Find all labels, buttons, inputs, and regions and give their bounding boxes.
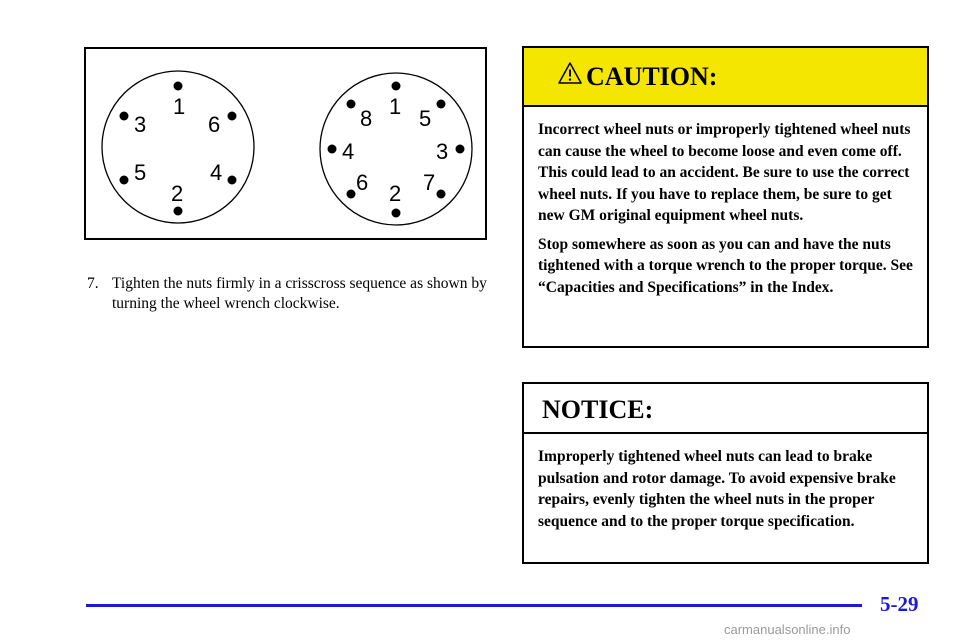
notice-header <box>524 384 927 434</box>
nut-sequence-label: 5 <box>134 160 147 185</box>
notice-paragraph: Improperly tightened wheel nuts can lead to brake pulsation and rotor damage. To avoid expensive brake repairs, evenly tighten the wheel nuts in the proper sequence and to the proper torque specification. <box>538 448 896 530</box>
nut-sequence-label: 4 <box>210 160 223 185</box>
caution-paragraph: Incorrect wheel nuts or improperly tightened wheel nuts can cause the wheel to become loose and even come off. This could lead to an accident. Be sure to use the correct wheel nuts. If you have to replace them, be sure to get new GM original equipment wheel nuts. <box>538 121 911 224</box>
footer-rule <box>86 604 862 607</box>
nut-sequence-label: 4 <box>342 139 355 164</box>
wheel-nut <box>456 145 465 154</box>
nut-sequence-label: 8 <box>360 106 373 131</box>
caution-paragraph: Stop somewhere as soon as you can and have the nuts tightened with a torque wrench to the proper torque. See “Capacities and Specifications” in the Index. <box>538 235 913 296</box>
step-number: 7. <box>87 275 99 292</box>
nut-sequence-label: 1 <box>173 94 186 119</box>
nut-sequence-label: 5 <box>419 106 432 131</box>
step-text: Tighten the nuts firmly in a crisscross sequence as shown by turning the wheel wrench clockwise. <box>112 275 487 312</box>
caution-body <box>524 107 927 298</box>
wheel-diagrams-svg <box>86 49 489 242</box>
wheel-nut <box>392 82 401 91</box>
notice-box <box>522 382 929 564</box>
nut-sequence-label: 2 <box>171 181 184 206</box>
caution-box <box>522 46 929 348</box>
nut-sequence-label: 7 <box>423 170 436 195</box>
notice-title: NOTICE: <box>542 395 654 424</box>
warning-triangle-icon <box>558 61 582 85</box>
nut-sequence-label: 3 <box>134 112 147 137</box>
nut-sequence-label: 1 <box>389 94 402 119</box>
wheel-nut <box>328 145 337 154</box>
wheel-nut <box>228 176 237 185</box>
caution-header <box>524 48 927 107</box>
watermark: carmanualsonline.info <box>724 622 851 637</box>
caution-title: CAUTION: <box>586 62 718 91</box>
wheel-nut <box>437 100 446 109</box>
wheel-nut <box>120 112 129 121</box>
right-wheel <box>320 73 472 225</box>
notice-body <box>524 434 927 532</box>
instruction-step <box>87 274 487 314</box>
wheel-nut <box>120 176 129 185</box>
nut-sequence-label: 6 <box>208 112 221 137</box>
wheel-nut <box>174 82 183 91</box>
wheel-nut <box>437 190 446 199</box>
wheel-nut <box>228 112 237 121</box>
wheel-nut <box>392 209 401 218</box>
wheel-nut <box>347 100 356 109</box>
wheel-nut <box>174 207 183 216</box>
left-wheel <box>102 71 254 223</box>
nut-sequence-label: 6 <box>356 170 369 195</box>
nut-sequence-label: 2 <box>389 181 402 206</box>
wheel-nut-sequence-diagram <box>84 47 487 240</box>
page-number: 5-29 <box>880 592 919 616</box>
wheel-nut <box>347 190 356 199</box>
nut-sequence-label: 3 <box>436 139 449 164</box>
